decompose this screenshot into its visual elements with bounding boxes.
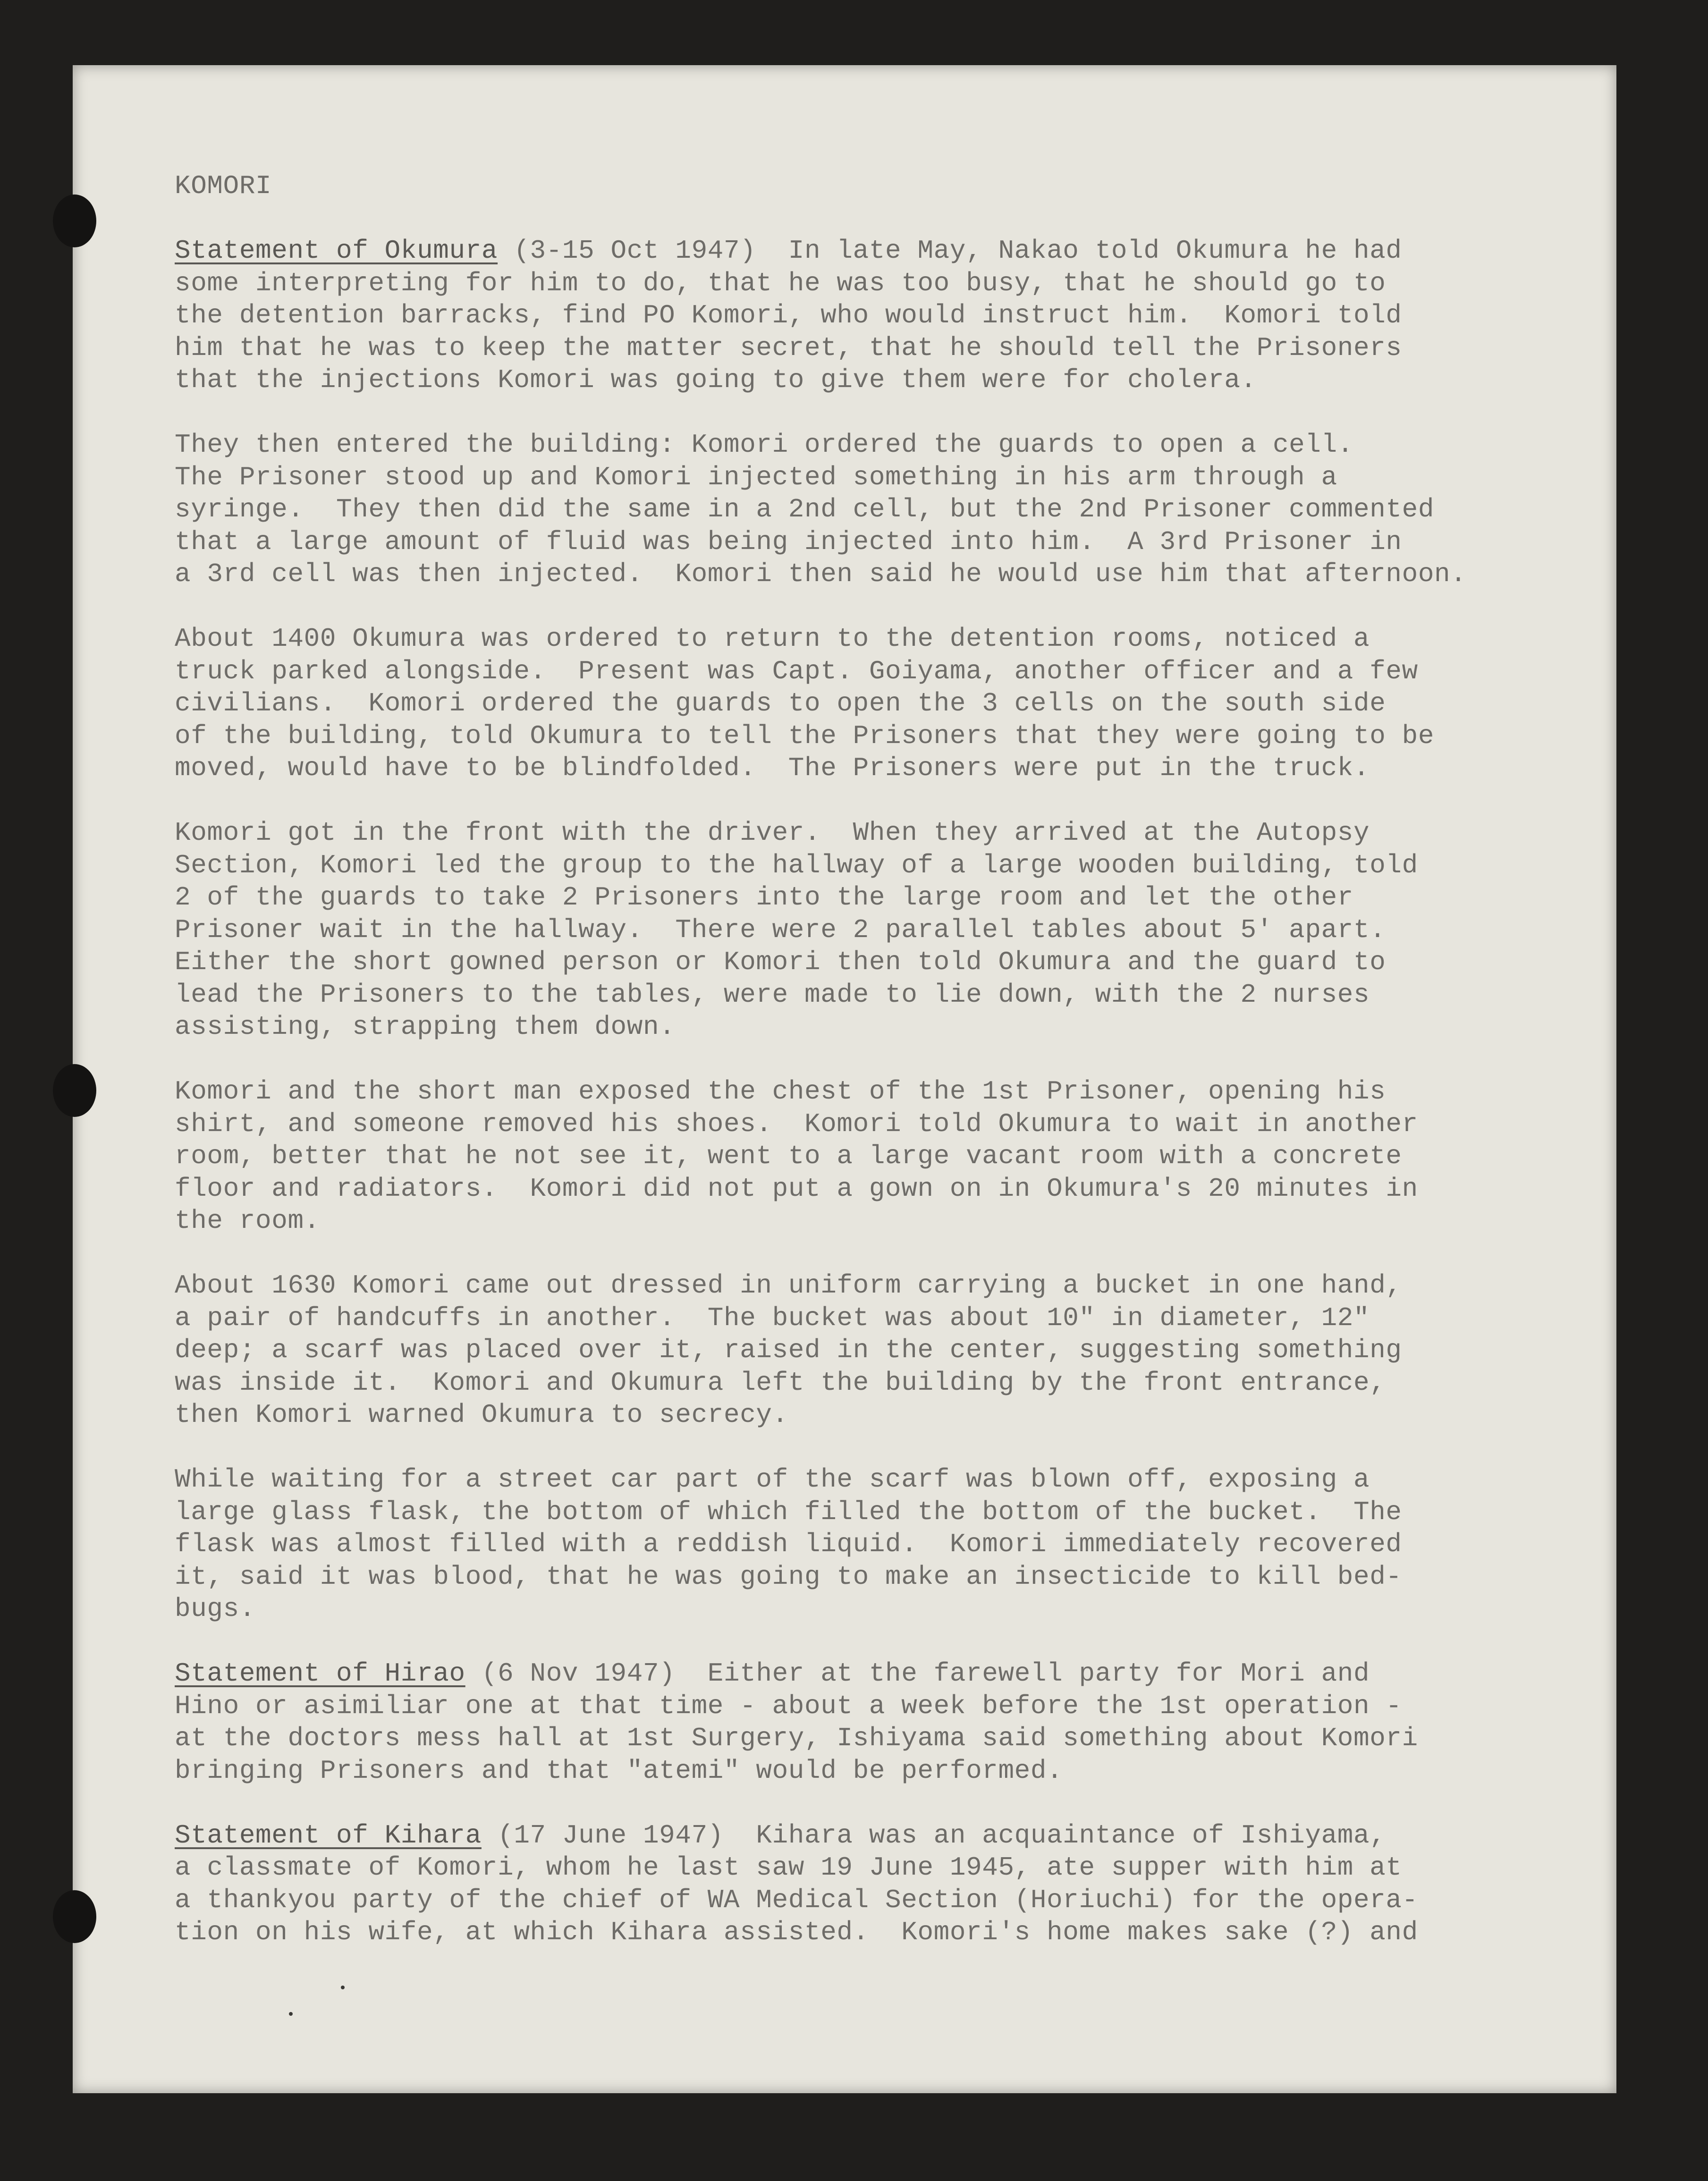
paragraph-gap	[175, 1043, 1581, 1076]
paragraph-gap	[175, 785, 1581, 817]
paragraph	[175, 1463, 1581, 1625]
punch-hole-middle	[53, 1064, 96, 1117]
text-line	[175, 1657, 1581, 1690]
text-line: assisting, strapping them down.	[175, 1012, 676, 1042]
paragraph	[175, 1075, 1581, 1237]
text-line: deep; a scarf was placed over it, raised in the center, suggesting something	[175, 1335, 1402, 1365]
text-line: truck parked alongside. Present was Capt. Goiyama, another officer and a few	[175, 656, 1418, 686]
text-line: While waiting for a street car part of the scarf was blown off, exposing a	[175, 1464, 1370, 1495]
text-line: a pair of handcuffs in another. The bucket was about 10" in diameter, 12"	[175, 1302, 1370, 1333]
text-line: the room.	[175, 1206, 320, 1236]
stray-mark	[289, 2012, 293, 2016]
paragraph-gap	[175, 1625, 1581, 1658]
text-line: They then entered the building: Komori ordered the guards to open a cell.	[175, 430, 1353, 460]
text-line: The Prisoner stood up and Komori injected something in his arm through a	[175, 462, 1337, 492]
paragraph-gap	[175, 591, 1581, 623]
text-line: then Komori warned Okumura to secrecy.	[175, 1400, 788, 1430]
text-line: bugs.	[175, 1594, 256, 1624]
text-line: of the building, told Okumura to tell the Prisoners that they were going to be	[175, 720, 1435, 751]
paragraph	[175, 623, 1581, 785]
paragraph	[175, 1657, 1581, 1787]
text-line: civilians. Komori ordered the guards to open the 3 cells on the south side	[175, 688, 1386, 719]
text-line: About 1400 Okumura was ordered to return to the detention rooms, noticed a	[175, 624, 1370, 654]
paragraph	[175, 1819, 1581, 1949]
text-line: him that he was to keep the matter secret, that he should tell the Prisoners	[175, 332, 1402, 363]
text-line: shirt, and someone removed his shoes. Komori told Okumura to wait in another	[175, 1108, 1418, 1139]
paragraph	[175, 1269, 1581, 1431]
line-text: (3-15 Oct 1947) In late May, Nakao told Okumura he had	[498, 236, 1402, 266]
paragraph	[175, 817, 1581, 1043]
text-line: Komori and the short man exposed the chest of the 1st Prisoner, opening his	[175, 1076, 1386, 1107]
text-line: a thankyou party of the chief of WA Medical Section (Horiuchi) for the opera-	[175, 1885, 1418, 1915]
text-line: moved, would have to be blindfolded. The Prisoners were put in the truck.	[175, 753, 1370, 783]
text-line: Komori got in the front with the driver. When they arrived at the Autopsy	[175, 818, 1370, 848]
text-line: tion on his wife, at which Kihara assisted. Komori's home makes sake (?) and	[175, 1917, 1418, 1947]
line-text: (6 Nov 1947) Either at the farewell party for Mori and	[465, 1658, 1370, 1689]
text-line: syringe. They then did the same in a 2nd cell, but the 2nd Prisoner commented	[175, 494, 1435, 524]
text-line	[175, 1819, 1581, 1852]
line-text: (17 June 1947) Kihara was an acquaintance of Ishiyama,	[481, 1820, 1386, 1851]
page-heading: KOMORI	[175, 171, 272, 201]
text-line: it, said it was blood, that he was going to make an insecticide to kill bed-	[175, 1561, 1402, 1592]
text-line: Prisoner wait in the hallway. There were 2 parallel tables about 5' apart.	[175, 914, 1386, 945]
paragraph-gap	[175, 1787, 1581, 1819]
text-line	[175, 235, 1581, 267]
paragraph-gap	[175, 1237, 1581, 1270]
stray-mark	[341, 1986, 345, 1989]
document-body	[175, 170, 1581, 1949]
paragraph	[175, 429, 1581, 591]
text-line: some interpreting for him to do, that he was too busy, that he should go to	[175, 268, 1386, 298]
statement-title: Statement of Hirao	[175, 1658, 465, 1689]
paragraph-list	[175, 235, 1581, 1949]
text-line: a classmate of Komori, whom he last saw 19 June 1945, ate supper with him at	[175, 1852, 1402, 1883]
text-line: the detention barracks, find PO Komori, who would instruct him. Komori told	[175, 300, 1402, 330]
text-line: Hino or asimiliar one at that time - about a week before the 1st operation -	[175, 1691, 1402, 1721]
text-line: Section, Komori led the group to the hallway of a large wooden building, told	[175, 850, 1418, 880]
text-line: that a large amount of fluid was being injected into him. A 3rd Prisoner in	[175, 526, 1402, 557]
paragraph	[175, 235, 1581, 397]
text-line: About 1630 Komori came out dressed in uniform carrying a bucket in one hand,	[175, 1270, 1402, 1301]
text-line: a 3rd cell was then injected. Komori then said he would use him that afternoon.	[175, 559, 1467, 589]
text-line: 2 of the guards to take 2 Prisoners into the large room and let the other	[175, 882, 1353, 913]
statement-title: Statement of Kihara	[175, 1820, 482, 1851]
paragraph-gap	[175, 1431, 1581, 1464]
text-line: room, better that he not see it, went to a large vacant room with a concrete	[175, 1141, 1402, 1171]
text-line: large glass flask, the bottom of which filled the bottom of the bucket. The	[175, 1496, 1402, 1527]
text-line: floor and radiators. Komori did not put a gown on in Okumura's 20 minutes in	[175, 1173, 1418, 1204]
paragraph-gap	[175, 397, 1581, 429]
punch-hole-bottom	[53, 1890, 96, 1943]
text-line: at the doctors mess hall at 1st Surgery, Ishiyama said something about Komori	[175, 1723, 1418, 1753]
text-line: flask was almost filled with a reddish liquid. Komori immediately recovered	[175, 1529, 1402, 1559]
statement-title: Statement of Okumura	[175, 236, 498, 266]
text-line: was inside it. Komori and Okumura left the building by the front entrance,	[175, 1367, 1386, 1398]
text-line: that the injections Komori was going to give them were for cholera.	[175, 365, 1257, 395]
text-line: Either the short gowned person or Komori then told Okumura and the guard to	[175, 947, 1386, 977]
text-line: lead the Prisoners to the tables, were made to lie down, with the 2 nurses	[175, 979, 1370, 1010]
text-line: bringing Prisoners and that "atemi" would be performed.	[175, 1755, 1063, 1786]
punch-hole-top	[53, 194, 96, 247]
